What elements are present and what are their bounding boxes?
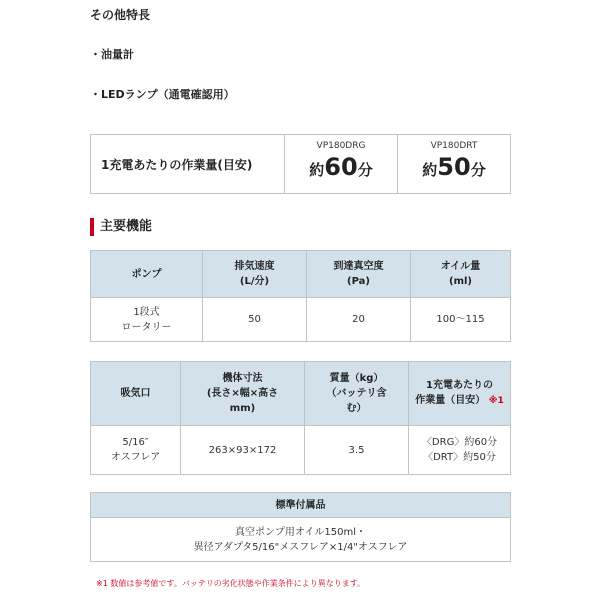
- runtime-label: 1充電あたりの作業量(目安): [91, 135, 285, 193]
- runtime-box: [90, 134, 511, 194]
- header-pump: ポンプ: [91, 251, 203, 298]
- feature-item-oil-gauge: ・油量計: [90, 48, 134, 61]
- header-oil-volume: オイル量 (ml): [411, 251, 511, 298]
- runtime-value: 約50分: [422, 153, 486, 181]
- table-header-row: [91, 493, 511, 518]
- runtime-model-drt: [398, 135, 510, 193]
- cell-weight: 3.5: [305, 426, 409, 475]
- features-heading: その他特長: [90, 8, 151, 22]
- cell-oil-volume: 100〜115: [411, 298, 511, 342]
- feature-item-led-lamp: ・LEDランプ（通電確認用）: [90, 88, 235, 101]
- cell-dimensions: 263×93×172: [181, 426, 305, 475]
- runtime-value: 約60分: [309, 153, 373, 181]
- accessories-table: [90, 492, 511, 562]
- table-header-row: [91, 362, 511, 426]
- table-header-row: [91, 251, 511, 298]
- model-name: VP180DRT: [430, 141, 478, 151]
- header-ultimate-vacuum: 到達真空度 (Pa): [307, 251, 411, 298]
- footnote-ref: ※1: [488, 396, 504, 406]
- body-spec-table: [90, 361, 511, 475]
- header-accessories: 標準付属品: [91, 493, 511, 518]
- runtime-model-drg: [285, 135, 398, 193]
- table-row: [91, 518, 511, 562]
- header-weight: 質量（kg） （バッテリ含 む）: [305, 362, 409, 426]
- table-row: [91, 426, 511, 475]
- header-exhaust-speed: 排気速度 (L/分): [203, 251, 307, 298]
- cell-exhaust-speed: 50: [203, 298, 307, 342]
- header-inlet: 吸気口: [91, 362, 181, 426]
- cell-runtime: 〈DRG〉約60分 〈DRT〉約50分: [409, 426, 511, 475]
- model-name: VP180DRG: [316, 141, 366, 151]
- cell-pump: 1段式 ロータリー: [91, 298, 203, 342]
- cell-ultimate-vacuum: 20: [307, 298, 411, 342]
- cell-accessories: 真空ポンプ用オイル150ml・ 異径アダプタ5/16"メスフレア×1/4"オスフレア: [91, 518, 511, 562]
- main-specs-title: 主要機能: [90, 218, 152, 236]
- footnote: ※1 数値は参考値です。バッテリの劣化状態や作業条件により異なります。: [96, 579, 366, 588]
- cell-inlet: 5/16″ オスフレア: [91, 426, 181, 475]
- pump-spec-table: [90, 250, 511, 342]
- header-dimensions: 機体寸法 (長さ×幅×高さ mm): [181, 362, 305, 426]
- header-runtime: 1充電あたりの 作業量（目安） ※1: [409, 362, 511, 426]
- table-row: [91, 298, 511, 342]
